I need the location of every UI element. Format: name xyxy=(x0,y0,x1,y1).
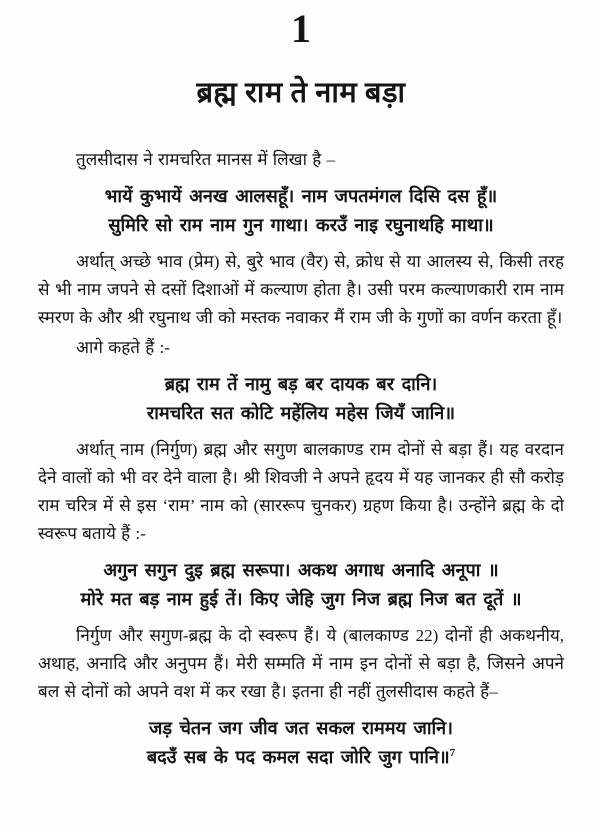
paragraph-meaning-1: अर्थात् अच्छे भाव (प्रेम) से, बुरे भाव (वैर) से, क्रोध से या आलस्य से, किसी तरह से भी नाम जपने से दसों दिशाओं में कल्याण होता है। उसी परम कल्याणकारी राम नाम स्मरण के और श्री रघुनाथ जी को मस्तक नवाकर मैं राम जी के गुणों का वर्णन करता हूँ। xyxy=(38,252,564,327)
paragraph-meaning-3: निर्गुण और सगुण-ब्रह्म के दो स्वरूप हैं। ये (बालकाण्ड 22) दोनों ही अकथनीय, अथाह, अनादि और अनुपम हैं। मेरी सम्मति में नाम इन दोनों से बड़ा है, जिसने अपने बल से दोनों को अपने वश में कर रखा है। इतना ही नहीं तुलसीदास कहते हैं– xyxy=(38,626,564,701)
verse-line-text: बदउँ सब के पद कमल सदा जोरि जुग पानि॥ xyxy=(146,747,450,767)
verse-line xyxy=(38,743,564,772)
footnote-marker: 7 xyxy=(449,747,456,759)
verse-line: मोरे मत बड़ नाम हुई तें। किए जेहि जुग निज ब्रह्म निज बत दूतें ॥ xyxy=(80,589,522,609)
verse-block-2 xyxy=(38,370,564,428)
verse-line: अगुन सगुन दुइ ब्रह्म सरूपा। अकथ अगाध अनादि अनूपा ॥ xyxy=(103,560,499,580)
lead-line: आगे कहते हैं :- xyxy=(76,338,170,357)
verse-line: जड़ चेतन जग जीव जत सकल राममय जानि। xyxy=(149,718,453,738)
verse-block-4 xyxy=(38,714,564,772)
paragraph-meaning-2: अर्थात् नाम (निर्गुण) ब्रह्म और सगुण बालकाण्ड राम दोनों से बड़ा हैं। यह वरदान देने वालों को भी वर देने वाला है। श्री शिवजी ने अपने हृदय में यह जानकर ही सौ करोड़ राम चरित्र में से इस ‘राम’ नाम को (साररूप चुनकर) ग्रहण किया है। उन्होंने ब्रह्म के दो स्वरूप बताये हैं :- xyxy=(38,440,564,543)
verse-block-3 xyxy=(38,556,564,614)
verse-line: भायें कुभायें अनख आलसहूँ। नाम जपतमंगल दिसि दस हूँ॥ xyxy=(104,186,498,206)
verse-line: सुमिरि सो राम नाम गुन गाथा। करउँ नाइ रघुनाथहि माथा॥ xyxy=(108,215,494,235)
intro-paragraph: तुलसीदास ने रामचरित मानस में लिखा है – xyxy=(76,150,336,169)
verse-line: रामचरित सत कोटि महेंलिय महेस जियँ जानि॥ xyxy=(146,403,456,423)
page-title: ब्रह्म राम ते नाम बड़ा xyxy=(196,77,406,109)
verse-block-1 xyxy=(38,182,564,240)
verse-line: ब्रह्म राम तें नामु बड़ बर दायक बर दानि। xyxy=(164,374,438,394)
chapter-number: 1 xyxy=(291,6,311,51)
